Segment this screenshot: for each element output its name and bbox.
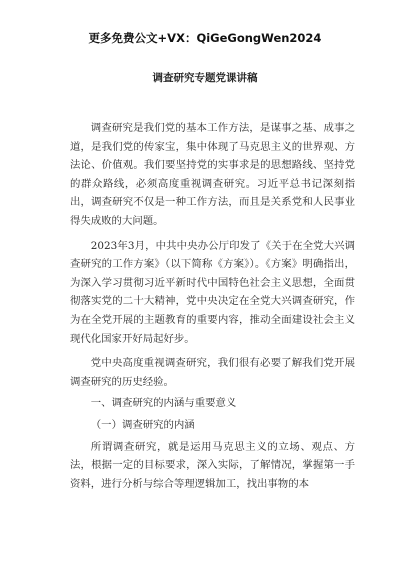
document-title: 调查研究专题党课讲稿 [152,72,258,84]
watermark-header: 更多免费公文+VX：QiGeGongWen2024 [88,31,322,45]
document-body [70,119,355,499]
paragraph-intro: 调查研究是我们党的基本工作方法，是谋事之基、成事之道，是我们党的传家宝，集中体现了马克思主义的世界观、方法论、价值观。我们要坚持党的实事求是的思想路线、坚持党的群众路线，必须高度重视调查研究。习近平总书记深刻指出，调查研究不仅是一种工作方法，而且是关系党和人民事业得失成败的大问题。 [70,122,355,227]
subsection-heading: （一）调查研究的内涵 [90,418,195,431]
paragraph-history: 党中央高度重视调查研究，我们很有必要了解我们党开展调查研究的历史经验。 [70,357,355,388]
section-heading: 一、调查研究的内涵与重要意义 [90,397,237,410]
paragraph-plan: 2023年3月，中共中央办公厅印发了《关于在全党大兴调查研究的工作方案》（以下简称《方案》）。《方案》明确指出，为深入学习贯彻习近平新时代中国特色社会主义思想，全面贯彻落实党的二十大精神，党中央决定在全党大兴调查研究，作为在全党开展的主题教育的重要内容，推动全面建设社会主义现代化国家开好局起好步。 [70,239,355,345]
paragraph-definition: 所谓调查研究，就是运用马克思主义的立场、观点、方法，根据一定的目标要求，深入实际，了解情况，掌握第一手资料，进行分析与综合等理逻辑加工，找出事物的本 [70,440,355,490]
